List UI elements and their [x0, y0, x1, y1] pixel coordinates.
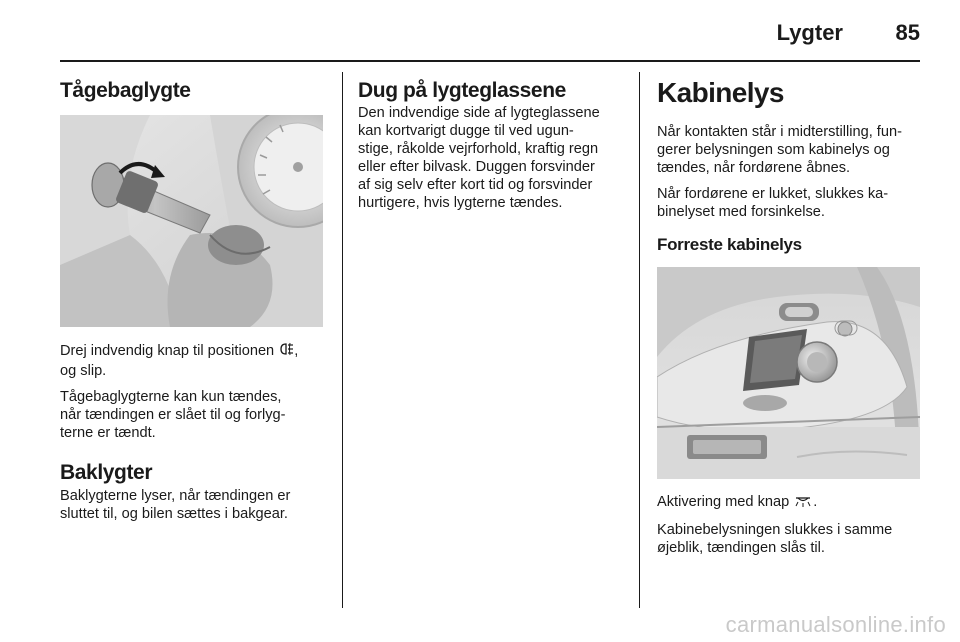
column-divider-left — [342, 72, 343, 608]
front-interior-light-photo — [657, 267, 920, 479]
page-number: 85 — [895, 20, 920, 45]
interior-light-icon — [793, 494, 813, 513]
rear-fog-lamp-icon — [278, 341, 294, 362]
steering-column-fog-switch-photo — [60, 115, 323, 327]
paragraph-fog-instructions: Drej indvendig knap til positionen , og slip. — [60, 343, 299, 380]
paragraph-activation: Aktivering med knap . — [657, 493, 923, 513]
paragraph-cabin-delay: Når fordørene er lukket, slukkes ka- binelyset med forsinkelse. — [657, 185, 889, 220]
paragraph-lens-fog: Den indvendige side af lygteglassene kan kortvarigt dugge til ved ugun- stige, råkolde vejrforhold, kraftig regn eller efter bilvask. Duggen forsvinder af sig selv efter kort tid og forsvinder hurtigere, hvis lygterne tændes. — [358, 105, 600, 212]
chapter-title: Lygter — [776, 20, 843, 45]
section-title-rear-fog: Tågebaglygte — [60, 79, 191, 102]
section-title-lens-fog: Dug på lygteglassene — [358, 79, 566, 102]
watermark-text: carmanualsonline.info — [725, 612, 946, 637]
section-title-reverse-lights: Baklygter — [60, 461, 153, 485]
page-header — [60, 20, 920, 62]
section-title-front-cabin-light: Forreste kabinelys — [657, 234, 802, 254]
column-fog-lamp — [60, 72, 326, 531]
paragraph-cabin-off: Kabinebelysningen slukkes i samme øjeblik, tændingen slås til. — [657, 522, 893, 557]
paragraph-reverse-lights: Baklygterne lyser, når tændingen er sluttet til, og bilen sættes i bakgear. — [60, 488, 291, 523]
section-title-cabin-light: Kabinelys — [657, 77, 784, 108]
paragraph-fog-conditions: Tågebaglygterne kan kun tændes, når tændingen er slået til og forlyg- terne er tændt. — [60, 389, 286, 442]
paragraph-cabin-middle: Når kontakten står i midterstilling, fun- gerer belysningen som kabinelys og tændes, når fordørene åbnes. — [657, 123, 902, 176]
column-lens-fog — [358, 72, 622, 220]
column-cabin-light — [657, 72, 923, 565]
column-divider-right — [639, 72, 640, 608]
